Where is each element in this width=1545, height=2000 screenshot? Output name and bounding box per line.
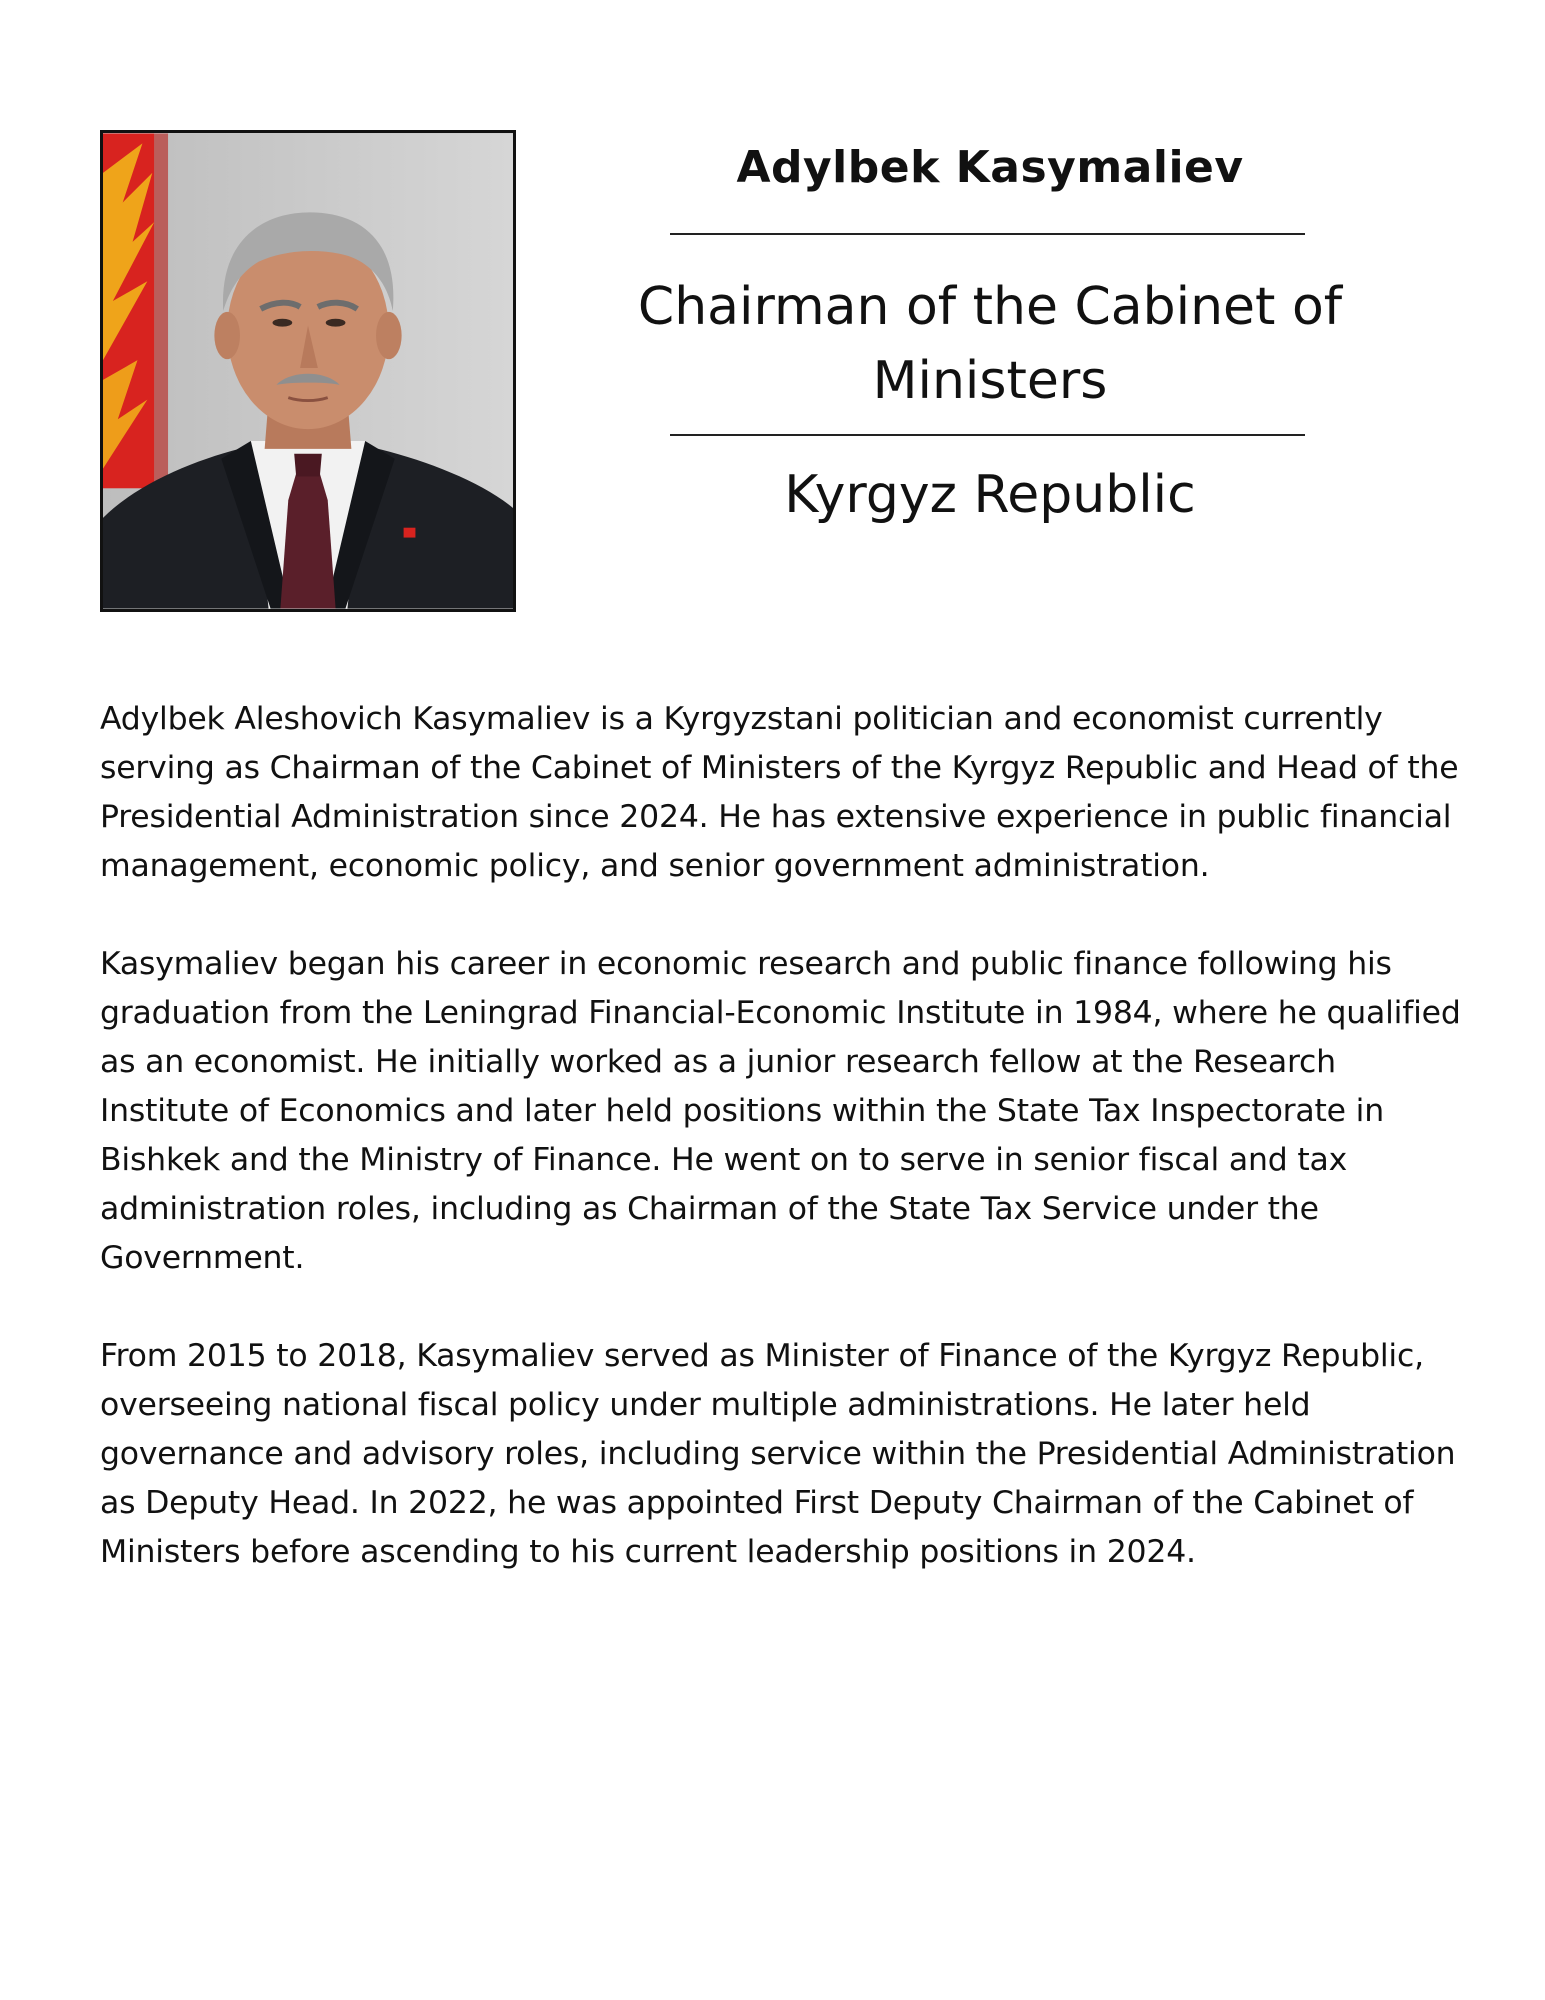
portrait-photo (100, 130, 516, 612)
person-country: Kyrgyz Republic (784, 465, 1196, 525)
divider-top (670, 233, 1305, 235)
divider-bottom (670, 434, 1305, 436)
bio-paragraph-1: Adylbek Aleshovich Kasymaliev is a Kyrgyzstani politician and economist currently serving as Chairman of the Cabinet of Ministers of the Kyrgyz Republic and Head of the Presidential Administration since 2024. He has extensive experience in public financial management, economic policy, and senior government administration. (100, 701, 1459, 884)
person-name: Adylbek Kasymaliev (736, 142, 1244, 193)
flag-icon (103, 133, 168, 488)
person-title: Chairman of the Cabinet of Ministers (637, 277, 1343, 411)
bio-paragraph-2: Kasymaliev began his career in economic research and public finance following his graduation from the Leningrad Financial-Economic Institute in 1984, where he qualified as an economist. He initially worked as a junior research fellow at the Research Institute of Economics and later held positions within the State Tax Inspectorate in Bishkek and the Ministry of Finance. He went on to serve in senior fiscal and tax administration roles, including as Chairman of the State Tax Service under the Government. (100, 946, 1461, 1276)
portrait-illustration (103, 133, 513, 609)
biography (100, 695, 1470, 1626)
bio-paragraph-3: From 2015 to 2018, Kasymaliev served as Minister of Finance of the Kyrgyz Republic, overseeing national fiscal policy under multiple administrations. He later held governance and advisory roles, including service within the Presidential Administration as Deputy Head. In 2022, he was appointed First Deputy Chairman of the Cabinet of Ministers before ascending to his current leadership positions in 2024. (100, 1338, 1456, 1570)
